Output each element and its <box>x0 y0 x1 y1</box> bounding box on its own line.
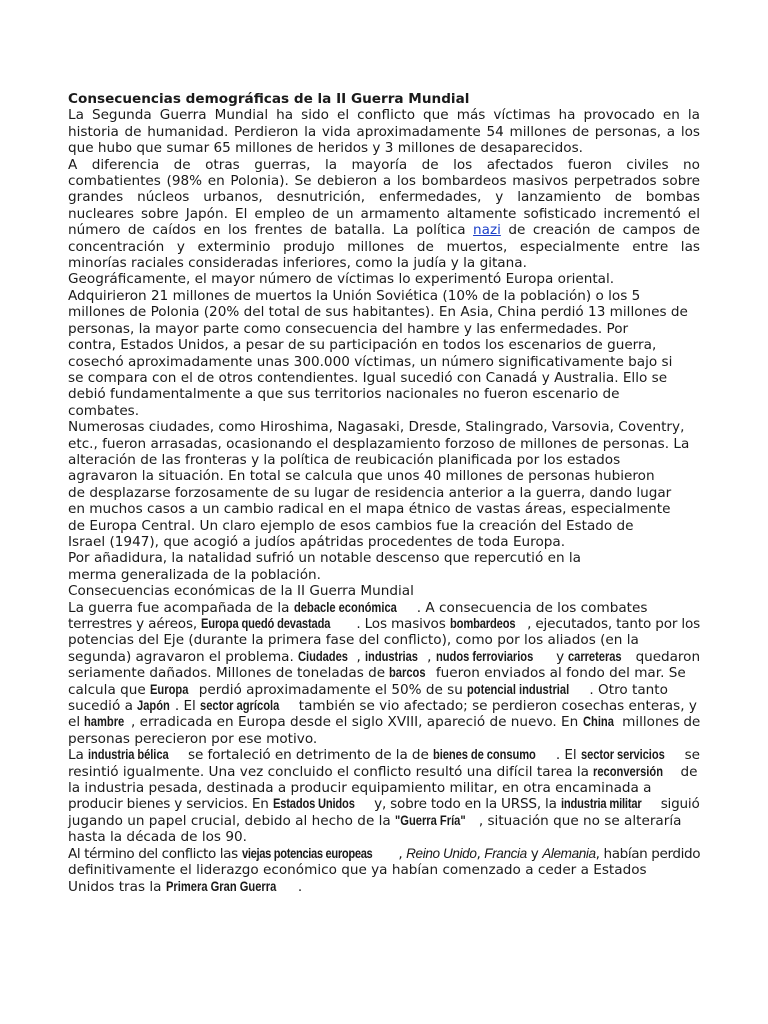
text-segment: la industria pesada, destinada a producir equipamiento militar, en otra encaminada a <box>68 780 652 797</box>
text-line <box>68 403 700 419</box>
keyword: industria bélica <box>87 747 169 763</box>
text-segment: quedaron <box>631 648 701 665</box>
keyword: nudos ferroviarios <box>435 648 533 664</box>
keyword: bienes de consumo <box>432 747 536 763</box>
text-line <box>68 485 700 501</box>
text-segment: etc., fueron arrasadas, ocasionando el desplazamiento forzoso de millones de personas. La <box>68 435 690 452</box>
text-line <box>68 518 700 534</box>
text-line <box>68 665 700 681</box>
keyword: Primera Gran Guerra <box>165 878 277 894</box>
text-segment: número de caídos en los frentes de batalla. La política <box>68 222 474 239</box>
text-segment: contra, Estados Unidos, a pesar de su participación en todos los escenarios de guerra, <box>68 337 657 354</box>
text-segment: , habían perdido <box>595 845 701 862</box>
text-line <box>68 206 700 222</box>
text-line <box>68 271 700 287</box>
text-segment: de desplazarse forzosamente de su lugar de residencia anterior a la guerra, dando lugar <box>68 484 672 501</box>
text-segment: , <box>476 845 485 862</box>
keyword: Ciudades <box>298 648 348 664</box>
text-line <box>68 337 700 353</box>
text-segment: combatientes (98% en Polonia). Se debieron a los bombardeos masivos perpetrados sobre <box>68 173 700 190</box>
keyword: Estados Unidos <box>272 796 355 812</box>
text-line <box>68 862 700 878</box>
text-segment: personas, la mayor parte como consecuencia del hambre y las enfermedades. Por <box>68 320 629 337</box>
country-name: Francia <box>484 845 527 861</box>
keyword: industria militar <box>560 796 642 812</box>
text-line <box>68 124 700 140</box>
text-line <box>68 747 700 763</box>
text-segment: se <box>680 747 700 764</box>
text-segment: y, sobre todo en la URSS, la <box>370 796 561 813</box>
text-segment: nucleares sobre Japón. El empleo de un armamento altamente sofisticado incrementó el <box>68 205 700 222</box>
keyword: sector servicios <box>580 747 665 763</box>
text-line <box>68 304 700 320</box>
text-segment: La Segunda Guerra Mundial ha sido el conflicto que más víctimas ha provocado en la <box>68 107 700 124</box>
text-line <box>68 436 700 452</box>
text-segment: Adquirieron 21 millones de muertos la Unión Soviética (10% de la población) o los 5 <box>68 287 641 304</box>
text-segment: seriamente dañados. Millones de toneladas de <box>68 665 390 682</box>
text-segment: sucedió a <box>68 698 138 715</box>
text-line <box>68 222 700 238</box>
text-line <box>68 468 700 484</box>
text-segment: siguió <box>656 796 700 813</box>
text-line <box>68 189 700 205</box>
text-segment: perdió aproximadamente el 50% de su <box>194 681 468 698</box>
country-name: Reino Unido <box>406 845 477 861</box>
text-segment: concentración y exterminio produjo millones de muertos, especialmente entre las <box>68 238 700 255</box>
text-segment: millones de Polonia (20% del total de sus habitantes). En Asia, China perdió 13 millones de <box>68 304 688 321</box>
text-line <box>68 714 700 730</box>
text-segment: Unidos tras la <box>68 878 166 895</box>
text-segment: La <box>68 747 88 764</box>
text-segment: millones de <box>617 714 701 731</box>
section-heading <box>68 583 700 599</box>
text-segment: calcula que <box>68 681 151 698</box>
text-line <box>68 600 700 616</box>
keyword: "Guerra Fría" <box>395 812 466 828</box>
text-line <box>68 567 700 583</box>
text-line <box>68 682 700 698</box>
keyword: China <box>582 714 614 730</box>
text-segment: y <box>526 845 543 862</box>
keyword: industrias <box>365 648 418 664</box>
text-segment: . Otro tanto <box>589 681 668 698</box>
text-line <box>68 764 700 780</box>
keyword: reconversión <box>593 763 664 779</box>
text-segment: hasta la década de los 90. <box>68 829 247 846</box>
keyword: viejas potencias europeas <box>241 845 373 861</box>
text-line <box>68 386 700 402</box>
keyword: hambre <box>84 714 125 730</box>
text-segment: , <box>398 845 407 862</box>
text-segment: personas perecieron por ese motivo. <box>68 730 318 747</box>
text-line <box>68 796 700 812</box>
text-line <box>68 829 700 845</box>
text-segment: . A consecuencia de los combates <box>416 599 648 616</box>
text-segment: cosechó aproximadamente unas 300.000 víctimas, un número significativamente bajo si <box>68 353 673 370</box>
text-segment: de <box>676 763 698 780</box>
text-segment: minorías raciales consideradas inferiores, como la judía y la gitana. <box>68 255 527 272</box>
text-segment: La guerra fue acompañada de la <box>68 599 294 616</box>
text-segment: que hubo que sumar 65 millones de heridos y 3 millones de desaparecidos. <box>68 140 583 157</box>
text-segment: producir bienes y servicios. En <box>68 796 273 813</box>
text-line <box>68 354 700 370</box>
text-line <box>68 321 700 337</box>
text-segment: segunda) agravaron el problema. <box>68 648 299 665</box>
text-segment: el <box>68 714 85 731</box>
keyword: Europa quedó devastada <box>201 616 331 631</box>
text-segment: , erradicada en Europa desde el siglo XVIII, apareció de nuevo. En <box>131 714 583 731</box>
keyword: Europa <box>150 681 189 697</box>
text-segment: de Europa Central. Un claro ejemplo de esos cambios fue la creación del Estado de <box>68 517 634 534</box>
text-segment: alteración de las fronteras y la política de reubicación planificada por los estados <box>68 451 621 468</box>
text-line <box>68 813 700 829</box>
text-segment: definitivamente el liderazgo económico que ya habían comenzado a ceder a Estados <box>68 862 647 879</box>
text-segment: se fortaleció en detrimento de la de <box>183 747 433 764</box>
text-line <box>68 649 700 665</box>
text-line <box>68 501 700 517</box>
text-segment: jugando un papel crucial, debido al hecho de la <box>68 812 396 829</box>
text-segment: . <box>297 878 303 895</box>
text-line <box>68 173 700 189</box>
keyword: carreteras <box>568 648 622 664</box>
text-segment: fueron enviados al fondo del mar. Se <box>431 665 686 682</box>
text-segment: se compara con el de otros contendientes. Igual sucedió con Canadá y Australia. Ello se <box>68 369 668 386</box>
text-line <box>68 780 700 796</box>
text-segment: en muchos casos a un cambio radical en el mapa étnico de vastas áreas, especialmente <box>68 501 671 518</box>
text-line <box>68 534 700 550</box>
text-segment: Numerosas ciudades, como Hiroshima, Nagasaki, Dresde, Stalingrado, Varsovia, Coventry, <box>68 419 685 436</box>
text-segment: , <box>427 648 436 665</box>
text-segment: combates. <box>68 402 140 419</box>
text-segment: grandes núcleos urbanos, desnutrición, enfermedades, y lanzamiento de bombas <box>68 189 700 206</box>
text-line <box>68 731 700 747</box>
text-line <box>68 255 700 271</box>
text-line <box>68 419 700 435</box>
text-segment: , ejecutados, tanto por los <box>527 616 701 632</box>
document-body <box>68 91 700 895</box>
keyword: potencial industrial <box>467 681 570 697</box>
text-segment: y <box>551 648 569 665</box>
text-segment: Por añadidura, la natalidad sufrió un notable descenso que repercutió en la <box>68 550 581 567</box>
text-line <box>68 157 700 173</box>
country-name: Alemania <box>542 845 596 861</box>
text-segment: , <box>356 648 365 665</box>
text-segment: resintió igualmente. Una vez concluido el conflicto resultó una difícil tarea la <box>68 763 594 780</box>
text-line <box>68 239 700 255</box>
text-line <box>68 370 700 386</box>
text-line <box>68 107 700 123</box>
text-segment: . El <box>174 698 201 715</box>
text-segment: también se vio afectado; se perdieron cosechas enteras, y <box>294 698 697 715</box>
text-segment: terrestres y aéreos, <box>68 616 202 632</box>
nazi-link[interactable]: nazi <box>473 222 501 239</box>
text-line <box>68 846 700 862</box>
keyword: debacle económica <box>293 599 397 615</box>
keyword: bombardeos <box>449 616 516 631</box>
text-segment: agravaron la situación. En total se calcula que unos 40 millones de personas hubieron <box>68 468 655 485</box>
text-line <box>68 879 700 895</box>
text-segment: , situación que no se alteraría <box>478 812 682 829</box>
text-segment: potencias del Eje (durante la primera fase del conflicto), como por los aliados (en la <box>68 632 639 649</box>
keyword: sector agrícola <box>200 698 280 714</box>
text-line <box>68 698 700 714</box>
text-line <box>68 616 700 632</box>
text-segment: Geográficamente, el mayor número de víctimas lo experimentó Europa oriental. <box>68 271 615 288</box>
keyword: Japón <box>137 698 171 714</box>
text-segment: merma generalizada de la población. <box>68 566 321 583</box>
text-segment: historia de humanidad. Perdieron la vida aproximadamente 54 millones de personas, a los <box>68 123 700 140</box>
text-segment: Consecuencias económicas de la II Guerra Mundial <box>68 583 414 600</box>
text-segment: . El <box>555 747 581 764</box>
text-segment: Israel (1947), que acogió a judíos apátridas procedentes de toda Europa. <box>68 533 566 550</box>
text-line <box>68 452 700 468</box>
text-line <box>68 550 700 566</box>
text-line <box>68 140 700 156</box>
keyword: barcos <box>389 665 426 681</box>
text-segment: A diferencia de otras guerras, la mayoría de los afectados fueron civiles no <box>68 156 700 173</box>
text-line <box>68 632 700 648</box>
page-title: Consecuencias demográficas de la II Guerra Mundial <box>68 91 470 107</box>
text-segment: Al término del conflicto las <box>68 845 242 862</box>
text-segment: . Los masivos <box>356 616 450 632</box>
text-segment: debió fundamentalmente a que sus territorios nacionales no fueron escenario de <box>68 386 620 403</box>
text-segment: de creación de campos de <box>500 222 701 239</box>
text-line <box>68 288 700 304</box>
